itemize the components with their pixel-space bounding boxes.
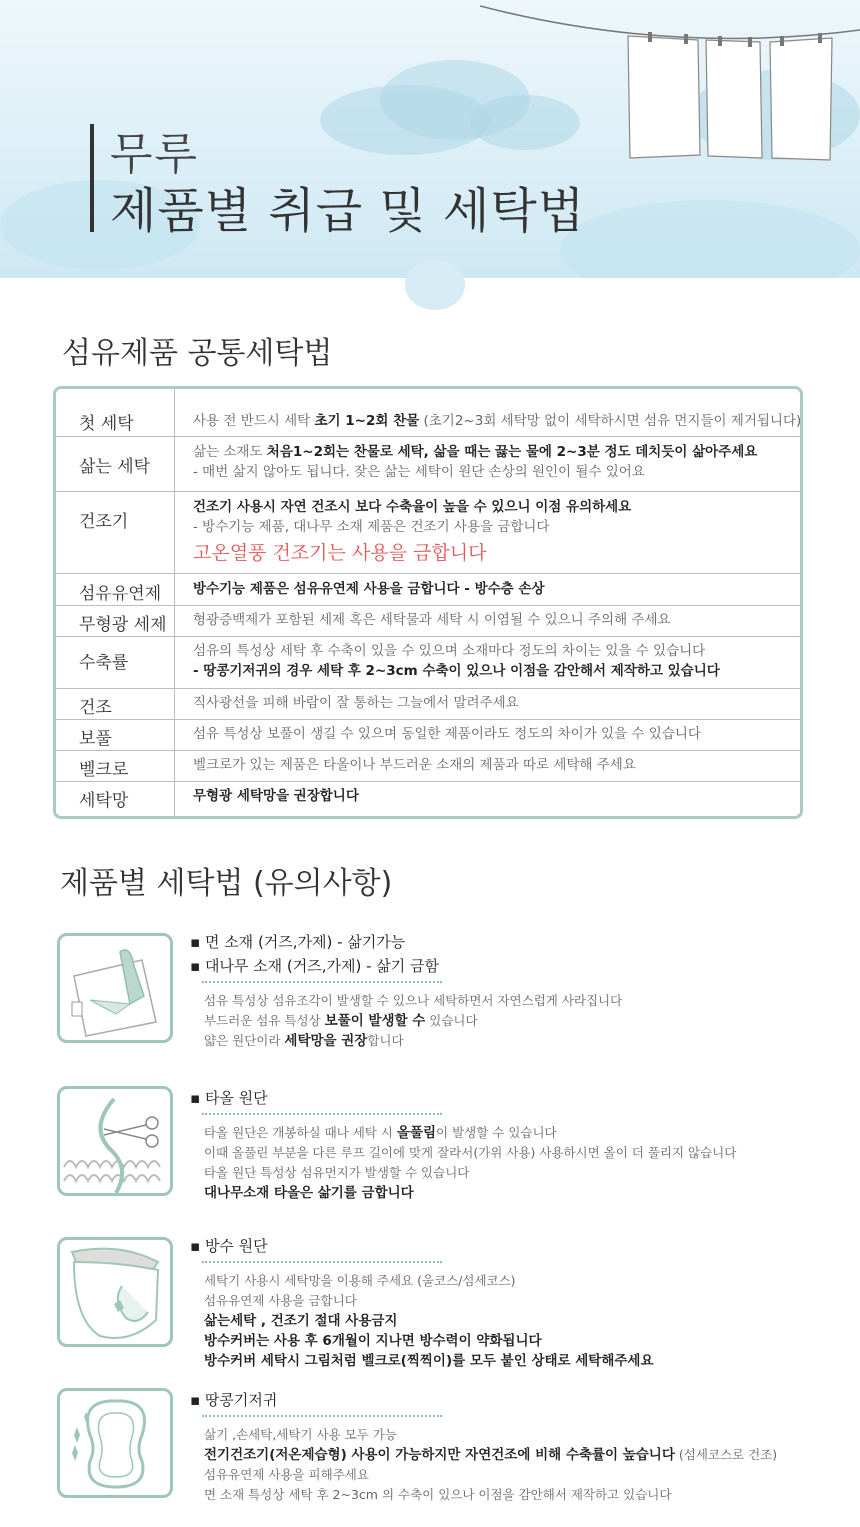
waterproof-cover-icon xyxy=(57,1237,173,1347)
product-waterproof xyxy=(190,1234,654,1371)
product-note: 방수커버 세탁시 그림처럼 벨크로(찍찍이)를 모두 붙인 상태로 세탁해주세요 xyxy=(204,1353,654,1369)
table-row xyxy=(56,750,800,782)
product-note: 삶는세탁 , 건조기 절대 사용금지 xyxy=(204,1313,398,1329)
product-note: 얇은 원단이라 세탁망을 권장합니다 xyxy=(204,1033,404,1049)
row-value: 형광증백제가 포함된 세제 혹은 세탁물과 세탁 시 이염될 수 있으니 주의해 주세요 xyxy=(193,612,671,628)
row-key: 첫 세탁 xyxy=(79,414,134,434)
row-value: 섬유의 특성상 세탁 후 수축이 있을 수 있으며 소재마다 정도의 차이는 있을 수 있습니다 - 땅콩기저귀의 경우 세탁 후 2~3cm 수축이 있으나 이점을 감안해서 제작하고 있습니다 xyxy=(193,643,720,679)
row-key: 수축률 xyxy=(79,653,129,673)
table-row xyxy=(56,688,800,720)
row-key: 보풀 xyxy=(79,729,112,749)
product-note: 전기건조기(저온제습형) 사용이 가능하지만 자연건조에 비해 수축률이 높습니다 (섬세코스로 건조) xyxy=(204,1447,778,1463)
row-value: 섬유 특성상 보풀이 생길 수 있으며 동일한 제품이라도 정도의 차이가 있을 수 있습니다 xyxy=(193,726,701,742)
table-row xyxy=(56,436,800,492)
row-key: 섬유유연제 xyxy=(79,584,162,604)
product-note: 세탁기 사용시 세탁망을 이용해 주세요 (울코스/섬세코스) xyxy=(204,1273,516,1288)
product-note: 섬유유연제 사용을 피해주세요 xyxy=(204,1467,369,1482)
product-heading: ▪ 방수 원단 xyxy=(190,1237,268,1255)
products-section-title: 제품별 세탁법 (유의사항) xyxy=(60,866,393,901)
product-note: 면 소재 특성상 세탁 후 2~3cm 의 수축이 있으나 이점을 감안해서 제작하고 있습니다 xyxy=(204,1487,672,1502)
table-row xyxy=(56,719,800,751)
table-row xyxy=(56,389,800,437)
row-value: 건조기 사용시 자연 건조시 보다 수축율이 높을 수 있으니 이점 유의하세요 - 방수기능 제품, 대나무 소재 제품은 건조기 사용을 금합니다 고온열풍 건조기는 사용을 금합니다 xyxy=(193,499,632,564)
product-note: 부드러운 섬유 특성상 보풀이 발생할 수 있습니다 xyxy=(204,1013,478,1029)
product-note: 타올 원단은 개봉하실 때나 세탁 시 올풀림이 발생할 수 있습니다 xyxy=(204,1125,557,1141)
page-title: 제품별 취급 및 세탁법 xyxy=(110,183,586,239)
towel-scissors-icon xyxy=(57,1086,173,1196)
product-note: 대나무소재 타올은 삶기를 금합니다 xyxy=(204,1185,414,1201)
row-value: 직사광선을 피해 바람이 잘 통하는 그늘에서 말려주세요 xyxy=(193,695,519,711)
row-value: 삶는 소재도 처음1~2회는 찬물로 세탁, 삶을 때는 끓는 물에 2~3분 정도 데치듯이 삶아주세요 - 매번 삶지 않아도 됩니다. 잦은 삶는 세탁이 원단 손상의 원인이 될수 있어요 xyxy=(193,444,758,480)
row-key: 세탁망 xyxy=(79,791,129,811)
product-peanut-diaper xyxy=(190,1388,777,1505)
dotted-divider xyxy=(202,1113,442,1115)
cloud-shape xyxy=(405,260,465,310)
row-key: 벨크로 xyxy=(79,760,129,780)
product-towel xyxy=(190,1086,736,1203)
hanging-cloth-icon xyxy=(620,30,850,165)
product-note: 타올 원단 특성상 섬유먼지가 발생할 수 있습니다 xyxy=(204,1165,470,1180)
row-key: 삶는 세탁 xyxy=(79,457,151,477)
dotted-divider xyxy=(202,1261,442,1263)
product-gauze xyxy=(190,930,622,1051)
dotted-divider xyxy=(202,1415,442,1417)
product-note: 이때 올풀린 부분을 다른 루프 길이에 맞게 잘라서(가위 사용) 사용하시면 올이 더 풀리지 않습니다 xyxy=(204,1145,737,1160)
row-value: 방수기능 제품은 섬유유연제 사용을 금합니다 - 방수층 손상 xyxy=(193,581,545,597)
product-note: 삶기 ,손세탁,세탁기 사용 모두 가능 xyxy=(204,1427,397,1442)
dotted-divider xyxy=(202,981,442,983)
warning-text: 고온열풍 건조기는 사용을 금합니다 xyxy=(193,542,487,564)
product-note: 섬유유연제 사용을 금합니다 xyxy=(204,1293,357,1308)
product-heading: ▪ 땅콩기저귀 xyxy=(190,1391,278,1409)
row-key: 건조기 xyxy=(79,512,129,532)
brand-name: 무루 xyxy=(110,129,200,180)
table-row xyxy=(56,605,800,637)
table-row xyxy=(56,491,800,574)
product-heading: ▪ 대나무 소재 (거즈,가제) - 삶기 금함 xyxy=(190,957,440,975)
gauze-illustration-icon xyxy=(57,933,173,1043)
product-note: 섬유 특성상 섬유조각이 발생할 수 있으나 세탁하면서 자연스럽게 사라집니다 xyxy=(204,993,623,1008)
row-key: 무형광 세제 xyxy=(79,615,167,635)
cloud-shape xyxy=(470,95,580,150)
row-value: 무형광 세탁망을 권장합니다 xyxy=(193,788,359,804)
row-value: 벨크로가 있는 제품은 타올이나 부드러운 소재의 제품과 따로 세탁해 주세요 xyxy=(193,757,636,773)
table-row xyxy=(56,573,800,606)
peanut-diaper-icon xyxy=(57,1388,173,1498)
cloud-shape xyxy=(560,200,860,278)
product-heading: ▪ 타올 원단 xyxy=(190,1089,268,1107)
product-heading: ▪ 면 소재 (거즈,가제) - 삶기가능 xyxy=(190,933,406,951)
product-note: 방수커버는 사용 후 6개월이 지나면 방수력이 약화됩니다 xyxy=(204,1333,542,1349)
common-section-title: 섬유제품 공통세탁법 xyxy=(62,336,333,371)
title-bar xyxy=(90,124,94,232)
row-value: 사용 전 반드시 세탁 초기 1~2회 찬물 (초기2~3회 세탁망 없이 세탁하시면 섬유 먼지들이 제거됩니다) xyxy=(193,413,802,429)
hero-banner xyxy=(0,0,860,278)
table-row xyxy=(56,636,800,689)
table-row xyxy=(56,781,800,816)
row-key: 건조 xyxy=(79,698,112,718)
common-wash-table xyxy=(53,386,803,819)
